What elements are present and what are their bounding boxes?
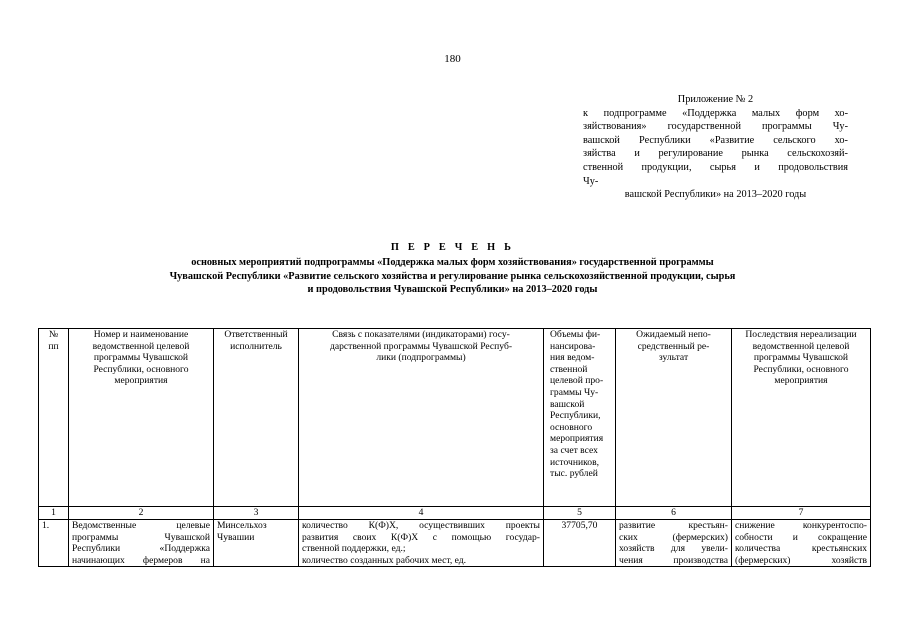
measures-table	[38, 328, 871, 567]
appendix-line: вашской Республики «Развитие сельского хо-	[583, 134, 848, 146]
appendix-block	[583, 93, 848, 202]
col-head-link: Связь с показателями (индикаторами) госу- дарственной программы Чувашской Респуб- лики (подпрограммы)	[299, 329, 544, 507]
heading-line: и продовольствия Чувашской Республики» на 2013–2020 годы	[307, 284, 598, 296]
heading-line: Чувашской Республики «Развитие сельского хозяйства и регулирование рынка сельскохозяйственной продукции, сырья	[169, 270, 736, 282]
col-head-result: Ожидаемый непо- средственный ре- зультат	[616, 329, 732, 507]
column-number: 6	[616, 507, 732, 520]
appendix-line: Чу-	[583, 175, 599, 187]
heading-line: основных мероприятий подпрограммы «Поддержка малых форм хозяйствования» государственной программы	[191, 256, 714, 268]
appendix-line: вашской Республики» на 2013–2020 годы	[624, 189, 807, 201]
column-number: 1	[39, 507, 69, 520]
table-row	[39, 520, 871, 567]
column-number: 4	[299, 507, 544, 520]
row-responsible-cell: Минсельхоз Чувашии	[214, 520, 299, 567]
column-number: 2	[69, 507, 214, 520]
col-head-responsible: Ответственный исполнитель	[214, 329, 299, 507]
row-financing-cell: 37705,70	[544, 520, 616, 567]
row-name-cell: Ведомственные целевые программы Чувашской Республики «Поддержка начинающих фермеров на	[69, 520, 214, 567]
heading-title: П Е Р Е Ч Е Н Ь	[390, 242, 515, 253]
appendix-line: зяйства и регулирование рынка сельскохозяй-	[583, 148, 848, 160]
row-number: 1.	[39, 520, 69, 567]
col-head-consequences: Последствия нереализации ведомственной целевой программы Чувашской Республики, основного мероприятия	[732, 329, 871, 507]
page-number: 180	[444, 53, 461, 65]
document-heading	[0, 241, 905, 297]
appendix-line: зяйствования» государственной программы Чу-	[583, 121, 848, 133]
col-head-name: Номер и наименование ведомственной целевой программы Чувашской Республики, основного мероприятия	[69, 329, 214, 507]
column-number: 5	[544, 507, 616, 520]
appendix-title: Приложение № 2	[677, 94, 754, 105]
column-number-row	[39, 507, 871, 520]
column-number: 3	[214, 507, 299, 520]
col-head-objemy: Объемы фи- нансирова- ния ведом- ственной целевой про- граммы Чу- вашской Республики, основного мероприятия за счет всех источников, тыс. рублей	[544, 329, 616, 507]
row-result-cell: развитие крестьян- ских (фермерских) хозяйств для увели- чения производства	[616, 520, 732, 567]
appendix-line: к подпрограмме «Поддержка малых форм хо-	[583, 107, 848, 119]
row-consequences-cell: снижение конкурентоспо- собности и сокращение количества крестьянских (фермерских) хозяйств	[732, 520, 871, 567]
col-head-num: № пп	[39, 329, 69, 507]
appendix-line: ственной продукции, сырья и продовольствия	[583, 161, 848, 173]
table-header-row	[39, 329, 871, 507]
column-number: 7	[732, 507, 871, 520]
row-link-cell: количество К(Ф)Х, осуществивших проекты развития своих К(Ф)Х с помощью государ- ственной поддержки, ед.; количество созданных рабочих мест, ед.	[299, 520, 544, 567]
